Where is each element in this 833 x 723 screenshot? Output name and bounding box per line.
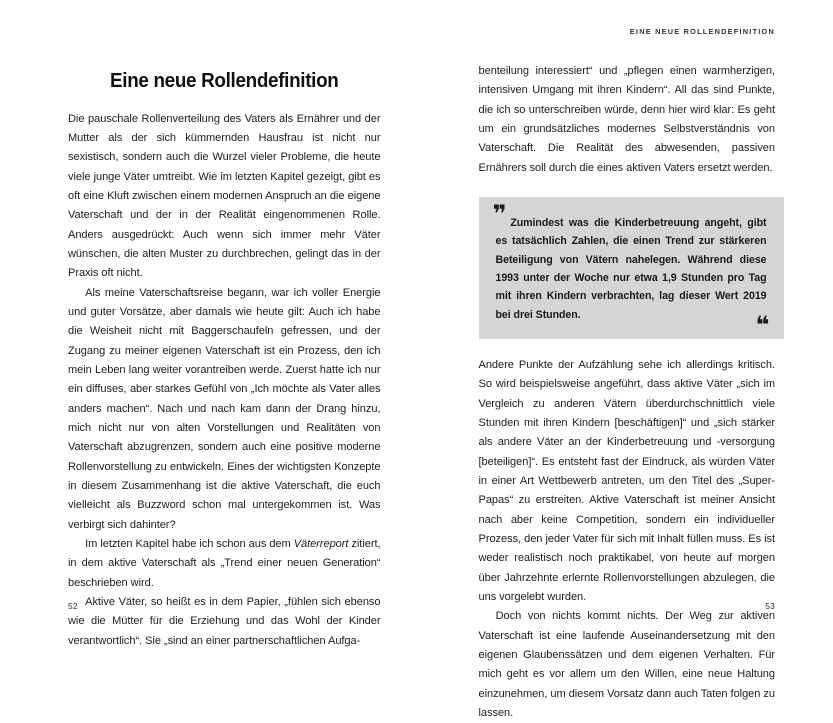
- paragraph: Als meine Vaterschaftsreise begann, war ich voller Energie und guter Vorsätze, aber damals wie heute gilt: Auch ich habe die Weisheit nicht mit Baggerschaufeln gefressen, und der Zugang zu meiner eigenen Vaterschaft ist ein Prozess, den ich mein Leben lang weiter vorantreiben werde. Zuerst hatte ich nur ein diffuses, aber starkes Gefühl von „Ich möchte als Vater alles anders machen“. Nach und nach kam dann der Drang hinzu, mich nicht nur von alten Vorstellungen und Realitäten von Vaterschaft abzugrenzen, sondern auch eine positive moderne Rollenvorstellung zu entwickeln. Eines der wichtigsten Konzepte in diesem Zusammenhang ist die aktive Vaterschaft, die euch vielleicht als Buzzword schon mal untergekommen ist. Was verbirgt sich dahinter?: [68, 284, 381, 535]
- quotation-mark-close-icon: ❝: [755, 313, 769, 337]
- paragraph-text-after: zitiert, in dem aktive Vaterschaft als „Trend einer neuen Generation“ beschrieben wird.: [68, 538, 381, 589]
- italic-title-vaeterreport: Väterreport: [294, 538, 349, 550]
- page-number-left: 52: [68, 601, 78, 611]
- paragraph: Aktive Väter, so heißt es in dem Papier, „fühlen sich ebenso wie die Mütter für die Erziehung und das Wohl der Kinder verantwortlich“. Sie „sind an einer partnerschaftlichen Aufga-: [68, 593, 381, 651]
- right-page: [417, 0, 833, 648]
- quotation-mark-open-icon: ❞: [493, 202, 507, 226]
- paragraph: Doch von nichts kommt nichts. Der Weg zur aktiven Vaterschaft ist eine laufende Auseinandersetzung mit den eigenen Glaubenssätzen und dem eigenen Verhalten. Für mich geht es vor allem um den Willen, eine neue Haltung einzunehmen, um diesem Vorsatz dann auch Taten folgen zu lassen.: [479, 607, 776, 723]
- left-page: [0, 0, 417, 648]
- paragraph-text-before: Im letzten Kapitel habe ich schon aus dem: [85, 538, 294, 550]
- right-page-body: [479, 0, 776, 723]
- paragraph: Die pauschale Rollenverteilung des Vaters als Ernährer und der Mutter als der sich kümmernden Hausfrau ist nicht nur sexistisch, sondern auch die Wurzel vieler Probleme, die heute viele junge Väter umtreibt. Wie im letzten Kapitel gezeigt, gibt es oft eine Kluft zwischen einem modernen Anspruch an die eigene Vaterschaft und der in der Realität eingenommenen Rolle. Anders ausgedrückt: Auch wenn sich immer mehr Väter wünschen, die alten Muster zu durchbrechen, gelingt das in der Praxis oft nicht.: [68, 110, 381, 284]
- running-head: EINE NEUE ROLLENDEFINITION: [630, 27, 775, 36]
- page-number-right: 53: [765, 601, 775, 611]
- paragraph-vaeterreport: [68, 535, 381, 593]
- page-title: Eine neue Rollendefinition: [81, 0, 369, 93]
- paragraph: benteilung interessiert“ und „pflegen einen warmherzigen, intensiven Umgang mit ihren Kindern“. All das sind Punkte, die ich so unterschreiben würde, denn hier wird klar: Es geht um ein grundsätzliches modernes Selbstverständnis von Vaterschaft. Die Realität des abwesenden, passiven Ernährers soll durch die eines aktiven Vaters ersetzt werden.: [479, 62, 776, 178]
- pull-quote-text: Zumindest was die Kinderbetreuung angeht, gibt es tatsächlich Zahlen, die einen Trend zur stärkeren Beteiligung von Vätern nahelegen. Während diese 1993 unter der Woche nur etwa 1,9 Stunden pro Tag mit ihren Kindern verbrachten, lag dieser Wert 2019 bei drei Stunden.: [496, 214, 767, 324]
- pull-quote-box: [479, 197, 784, 339]
- paragraph: Andere Punkte der Aufzählung sehe ich allerdings kritisch. So wird beispielsweise angeführt, dass aktive Väter „sich im Vergleich zu anderen Vätern überdurchschnittlich viele Stunden mit ihren Kindern [beschäftigen]“ und „sich stärker als andere Väter an der Kinderbetreuung und -versorgung [beteiligen]“. Es entsteht fast der Eindruck, als würden Väter in einer Art Wettbewerb antreten, um den Titel des „Super-Papas“ zu erstreiten. Aktive Vaterschaft ist meiner Ansicht nach aber keine Competition, sondern ein individueller Prozess, den jeder Vater für sich mit Inhalt füllen muss. Es ist weder realistisch noch praktikabel, von heute auf morgen über Jahrzehnte erlernte Rollenvorstellungen abzulegen, die uns vorgelebt wurden.: [479, 356, 776, 607]
- left-page-body: [68, 110, 381, 652]
